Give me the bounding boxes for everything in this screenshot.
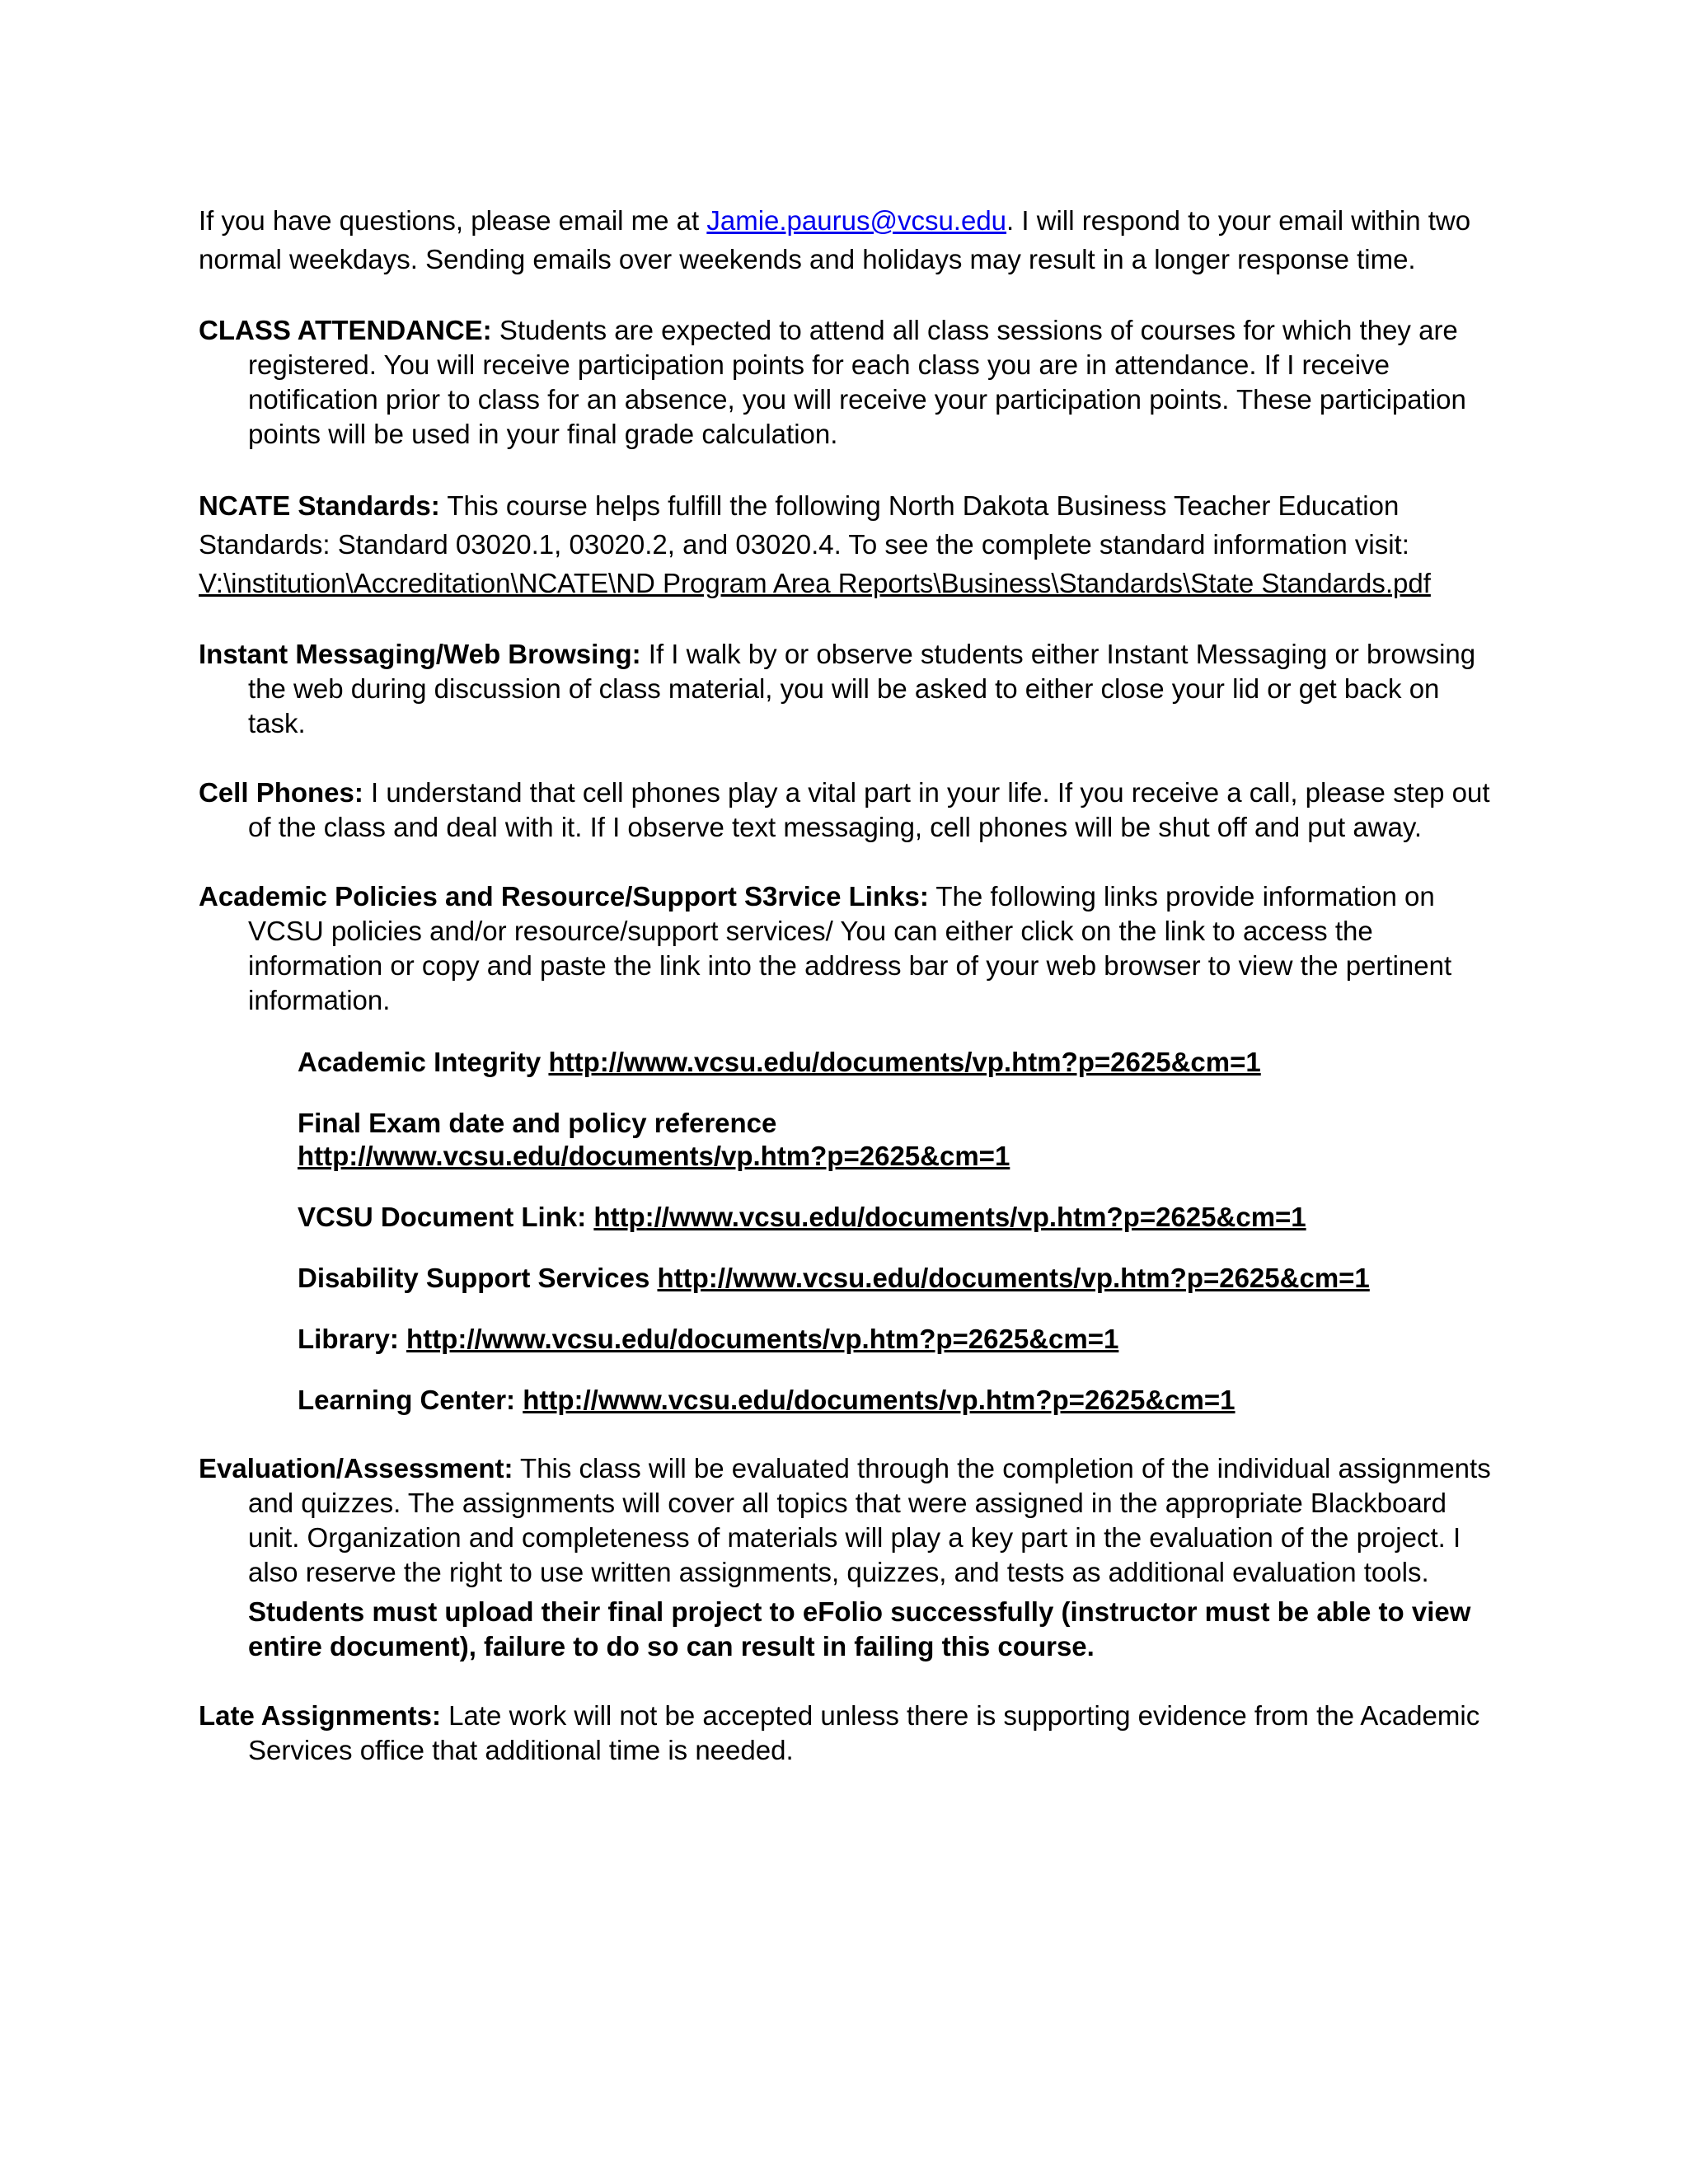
late-assignments-section — [199, 1699, 1501, 1768]
attendance-heading: CLASS ATTENDANCE: — [199, 315, 492, 345]
library-link[interactable]: http://www.vcsu.edu/documents/vp.htm?p=2625&cm=1 — [406, 1324, 1119, 1354]
ncate-section — [199, 486, 1501, 602]
attendance-text: Students are expected to attend all class sessions of courses for which they are registered. You will receive participation points for each class you are in attendance. If I receive notification prior to class for an absence, you will receive your participation points. These participation points will be used in your final grade calculation. — [248, 315, 1466, 449]
link-label: Disability Support Services — [298, 1263, 658, 1293]
evaluation-heading: Evaluation/Assessment: — [199, 1453, 513, 1483]
late-assignments-text: Late work will not be accepted unless there is supporting evidence from the Academic Services office that additional time is needed. — [248, 1700, 1480, 1765]
instructor-email-link[interactable]: Jamie.paurus@vcsu.edu — [706, 205, 1007, 236]
evaluation-text: This class will be evaluated through the completion of the individual assignments and quizzes. The assignments will cover all topics that were assigned in the appropriate Blackboard unit. Organization and completeness of materials will play a key part in the evaluation of the project. I also reserve the right to use written assignments, quizzes, and tests as additional evaluation tools. — [248, 1453, 1491, 1587]
ncate-text: This course helps fulfill the following North Dakota Business Teacher Education Standards: Standard 03020.1, 03020.2, and 03020.4. To see the complete standard information visit: — [199, 490, 1409, 560]
link-label: Library: — [298, 1324, 407, 1354]
cell-phones-heading: Cell Phones: — [199, 777, 363, 808]
messaging-text: If I walk by or observe students either Instant Messaging or browsing the web during discussion of class material, you will be asked to either close your lid or get back on task. — [248, 639, 1476, 738]
policies-section — [199, 879, 1501, 1018]
efolio-upload-warning: Students must upload their final project to eFolio successfully (instructor must be able to view entire document), failure to do so can result in failing this course. — [248, 1596, 1471, 1661]
link-row-disability-support — [298, 1262, 1501, 1295]
learning-center-link[interactable]: http://www.vcsu.edu/documents/vp.htm?p=2625&cm=1 — [523, 1385, 1236, 1415]
academic-integrity-link[interactable]: http://www.vcsu.edu/documents/vp.htm?p=2625&cm=1 — [548, 1047, 1261, 1077]
link-label: Final Exam date and policy reference — [298, 1108, 777, 1138]
late-assignments-heading: Late Assignments: — [199, 1700, 442, 1731]
cell-phones-text: I understand that cell phones play a vital part in your life. If you receive a call, please step out of the class and deal with it. If I observe text messaging, cell phones will be shut off and put away. — [248, 777, 1490, 842]
policies-text: The following links provide information on VCSU policies and/or resource/support services/ You can either click on the link to access the information or copy and paste the link into the address bar of your web browser to view the pertinent information. — [248, 881, 1452, 1015]
ncate-heading: NCATE Standards: — [199, 490, 440, 521]
policies-heading: Academic Policies and Resource/Support S3rvice Links: — [199, 881, 929, 912]
link-label: VCSU Document Link: — [298, 1202, 594, 1232]
disability-support-link[interactable]: http://www.vcsu.edu/documents/vp.htm?p=2625&cm=1 — [657, 1263, 1370, 1293]
syllabus-page — [199, 201, 1501, 1802]
contact-text-after: . I will respond to your email within two normal weekdays. Sending emails over weekends and holidays may result in a longer response time. — [199, 205, 1471, 274]
link-row-vcsu-document — [298, 1201, 1501, 1234]
link-row-library — [298, 1323, 1501, 1356]
vcsu-document-link[interactable]: http://www.vcsu.edu/documents/vp.htm?p=2625&cm=1 — [593, 1202, 1306, 1232]
final-exam-link[interactable]: http://www.vcsu.edu/documents/vp.htm?p=2625&cm=1 — [298, 1141, 1010, 1171]
link-row-final-exam — [298, 1107, 1501, 1173]
attendance-section — [199, 313, 1501, 452]
link-label: Learning Center: — [298, 1385, 523, 1415]
link-row-learning-center — [298, 1384, 1501, 1417]
cell-phones-section — [199, 776, 1501, 845]
contact-text-before: If you have questions, please email me at — [199, 205, 707, 236]
policy-links-list — [298, 1046, 1501, 1417]
standards-file-path-link[interactable]: V:\institution\Accreditation\NCATE\ND Program Area Reports\Business\Standards\State Standards.pdf — [199, 568, 1431, 598]
messaging-section — [199, 637, 1501, 741]
link-label: Academic Integrity — [298, 1047, 549, 1077]
contact-paragraph — [199, 201, 1501, 279]
messaging-heading: Instant Messaging/Web Browsing: — [199, 639, 641, 669]
link-row-academic-integrity — [298, 1046, 1501, 1079]
evaluation-section — [199, 1451, 1501, 1590]
